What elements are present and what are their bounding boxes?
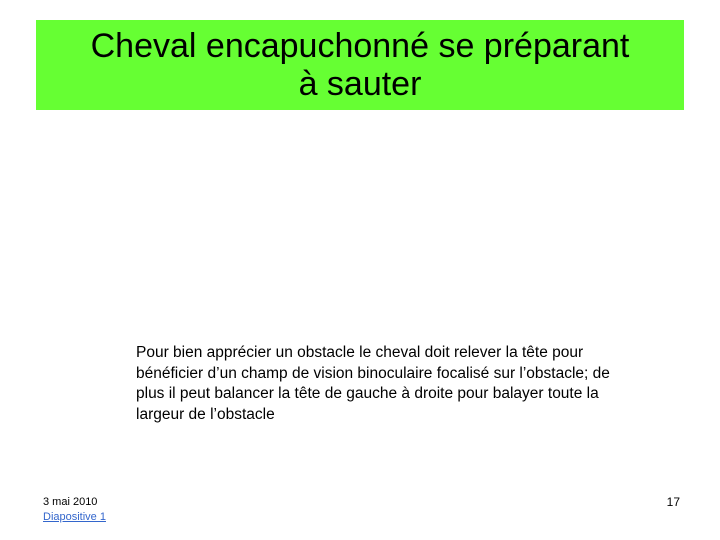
slide-body-text: Pour bien apprécier un obstacle le cheval doit relever la tête pour bénéficier d’un champ de vision binoculaire focalisé sur l’obstacle; de plus il peut balancer la tête de gauche à droite pour balayer toute la largeur de l’obstacle — [136, 344, 610, 423]
slide-title — [40, 27, 680, 103]
footer-date: 3 mai 2010 — [43, 496, 98, 508]
title-banner — [36, 20, 684, 110]
slide-link[interactable]: Diapositive 1 — [43, 511, 106, 523]
page-number: 17 — [666, 495, 680, 509]
slide-title-line-2: à sauter — [298, 65, 422, 103]
footer-info — [43, 495, 106, 525]
slide-title-line-1: Cheval encapuchonné se préparant — [90, 27, 630, 65]
